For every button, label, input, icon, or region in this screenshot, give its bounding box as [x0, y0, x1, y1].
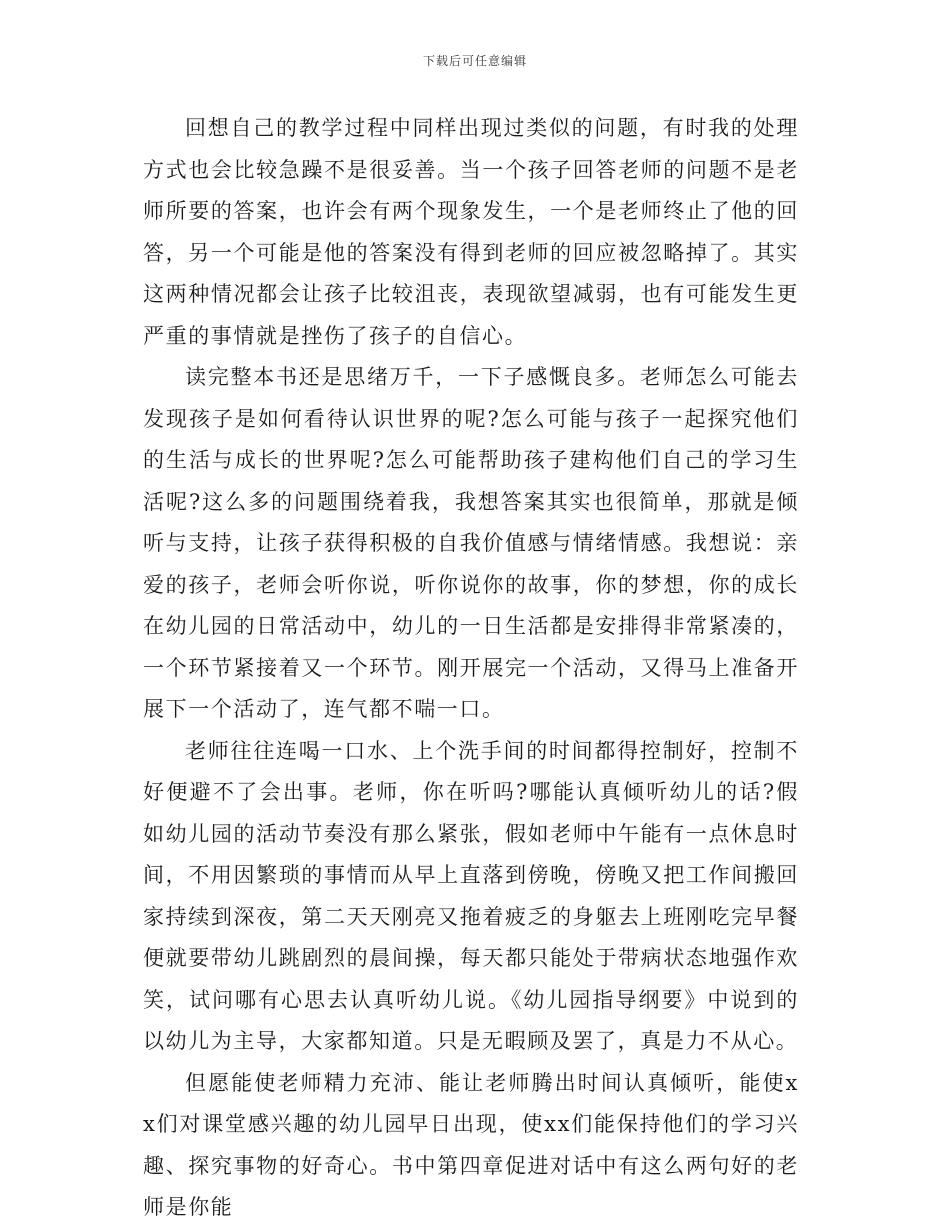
document-body: [143, 108, 799, 1229]
paragraph-3: 老师往往连喝一口水、上个洗手间的时间都得控制好，控制不好便避不了会出事。老师，你在听吗?哪能认真倾听幼儿的话?假如幼儿园的活动节奏没有那么紧张，假如老师中午能有一点休息时间，不用因繁琐的事情而从早上直落到傍晚，傍晚又把工作间搬回家持续到深夜，第二天天刚亮又拖着疲乏的身躯去上班刚吃完早餐便就要带幼儿跳剧烈的晨间操，每天都只能处于带病状态地强作欢笑，试问哪有心思去认真听幼儿说。《幼儿园指导纲要》中说到的以幼儿为主导，大家都知道。只是无暇顾及罢了，真是力不从心。: [143, 738, 799, 1053]
paragraph-1: 回想自己的教学过程中同样出现过类似的问题，有时我的处理方式也会比较急躁不是很妥善。当一个孩子回答老师的问题不是老师所要的答案，也许会有两个现象发生，一个是老师终止了他的回答，另一个可能是他的答案没有得到老师的回应被忽略掉了。其实这两种情况都会让孩子比较沮丧，表现欲望减弱，也有可能发生更严重的事情就是挫伤了孩子的自信心。: [143, 116, 799, 348]
header-note: 下载后可任意编辑: [422, 54, 527, 68]
paragraph-4: 但愿能使老师精力充沛、能让老师腾出时间认真倾听，能使xx们对课堂感兴趣的幼儿园早日出现，使xx们能保持他们的学习兴趣、探究事物的好奇心。书中第四章促进对话中有这么两句好的老师是你能: [143, 1070, 799, 1219]
paragraph-2: 读完整本书还是思绪万千，一下子感慨良多。老师怎么可能去发现孩子是如何看待认识世界的呢?怎么可能与孩子一起探究他们的生活与成长的世界呢?怎么可能帮助孩子建构他们自己的学习生活呢?这么多的问题围绕着我，我想答案其实也很简单，那就是倾听与支持，让孩子获得积极的自我价值感与情绪情感。我想说：亲爱的孩子，老师会听你说，听你说你的故事，你的梦想，你的成长在幼儿园的日常活动中，幼儿的一日生活都是安排得非常紧凑的，一个环节紧接着又一个环节。刚开展完一个活动，又得马上准备开展下一个活动了，连气都不喘一口。: [143, 365, 799, 721]
